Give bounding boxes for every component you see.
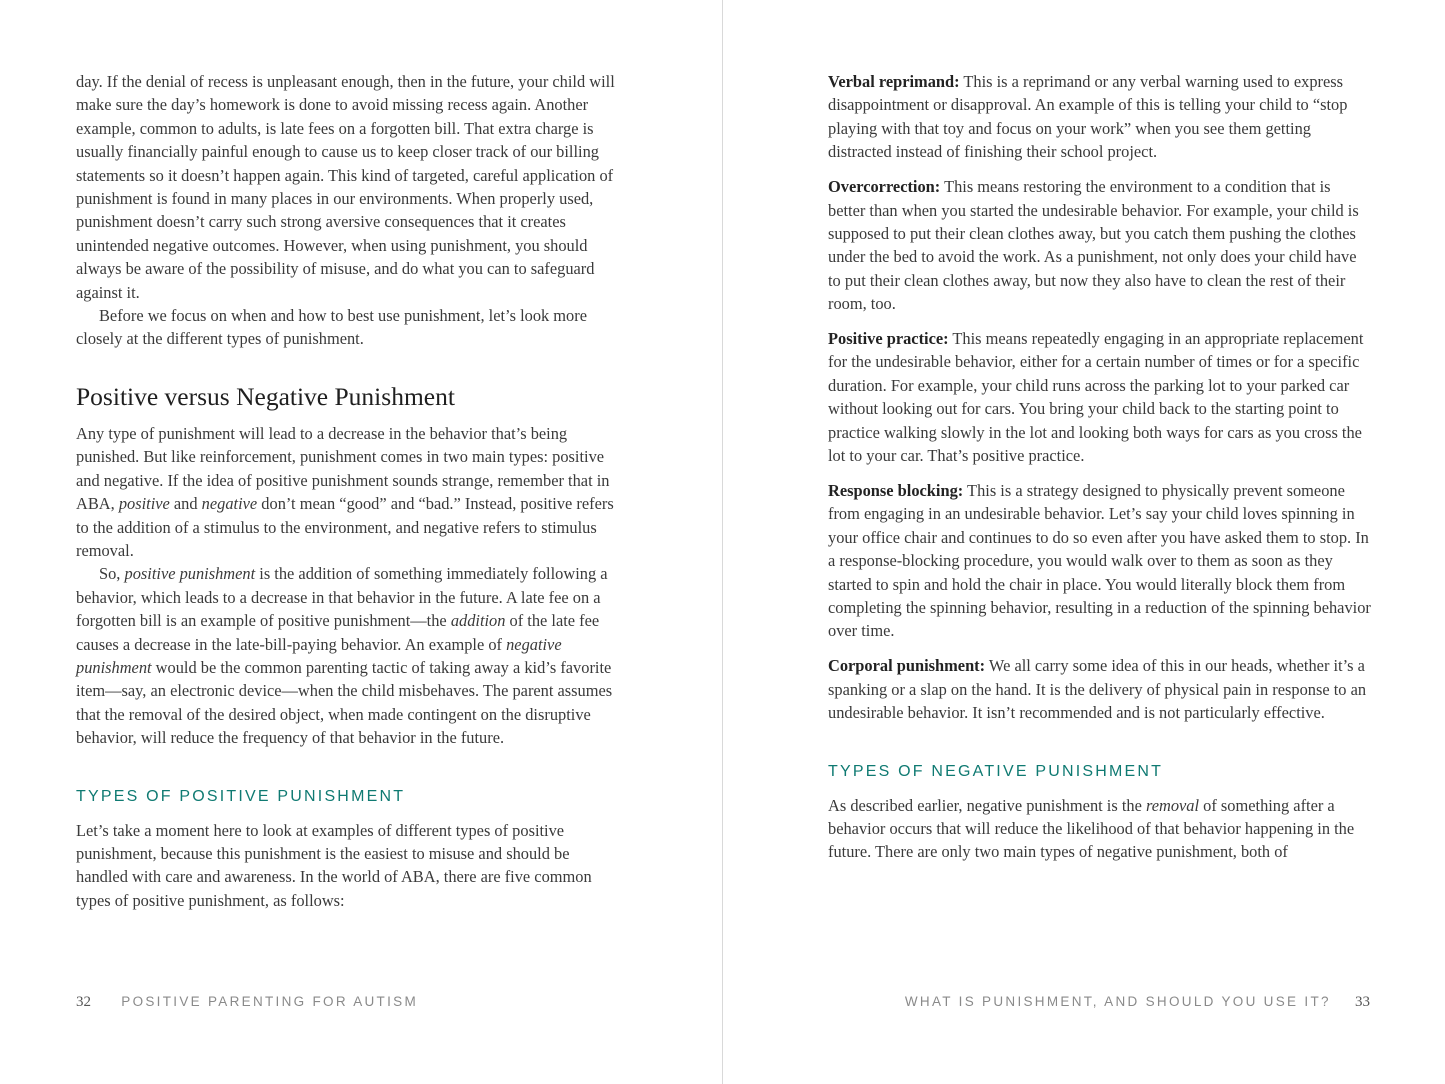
emphasis: addition bbox=[450, 611, 506, 631]
text: As described earlier, negative punishment is the bbox=[828, 795, 1146, 815]
text: would be the common parenting tactic of taking away a kid’s favorite item—say, an electronic device—when the child misbehaves. The parent assumes that the removal of the desired object, when made contingent on the disruptive behavior, will reduce the frequency of that behavior in the future. bbox=[76, 657, 613, 748]
text: of the late fee causes a decrease in the late-bill-paying behavior. An example of bbox=[76, 611, 600, 654]
term-label: Verbal reprimand: bbox=[828, 72, 960, 91]
term-text: This is a reprimand or any verbal warning used to express disappointment or disapproval. An example of this is telling your child to “stop playing with that toy and focus on your work” when you see them getting distracted instead of finishing their school project. bbox=[828, 72, 1348, 162]
definition-positive-practice bbox=[828, 327, 1371, 467]
subsection-heading: TYPES OF NEGATIVE PUNISHMENT bbox=[828, 762, 1164, 780]
paragraph bbox=[76, 422, 618, 562]
paragraph bbox=[828, 794, 1371, 864]
term-label: Overcorrection: bbox=[828, 177, 941, 197]
term-text: We all carry some idea of this in our heads, whether it’s a spanking or a slap on the hand. It is the delivery of physical pain in response to an undesirable behavior. It isn’t recommended and is not particularly effective. bbox=[828, 656, 1367, 723]
text: Any type of punishment will lead to a decrease in the behavior that’s being punished. But like reinforcement, punishment comes in two main types: positive and negative. If the idea of positive punishment sounds strange, remember that in ABA, bbox=[76, 423, 610, 514]
page-footer-right bbox=[905, 994, 1370, 1011]
section-heading: Positive versus Negative Punishment bbox=[76, 381, 455, 411]
text: So, bbox=[99, 564, 125, 584]
right-page bbox=[722, 0, 1445, 1084]
term-label: Corporal punishment: bbox=[828, 656, 986, 676]
definition-overcorrection bbox=[828, 175, 1371, 315]
text: and bbox=[169, 494, 202, 514]
term-label: Response blocking: bbox=[828, 481, 964, 500]
right-text-column bbox=[828, 70, 1371, 864]
subsection-heading: TYPES OF POSITIVE PUNISHMENT bbox=[76, 787, 406, 805]
emphasis: positive punishment bbox=[124, 564, 256, 584]
text: don’t mean “good” and “bad.” Instead, positive refers to the addition of a stimulus to the environment, and negative refers to stimulus removal. bbox=[76, 494, 614, 560]
text: of something after a behavior occurs that will reduce the likelihood of that behavior happening in the future. There are only two main types of negative punishment, both of bbox=[828, 795, 1355, 862]
term-text: This means repeatedly engaging in an appropriate replacement for the undesirable behavior, either for a certain number of times or for a specific duration. For example, your child runs across the parking lot to your parked car without looking out for cars. You bring your child back to the starting point to practice walking slowly in the lot and looking both ways for cars as you cross the lot to your car. That’s positive practice. bbox=[828, 329, 1364, 466]
emphasis: positive bbox=[118, 494, 170, 514]
term-text: This is a strategy designed to physically prevent someone from engaging in an undesirable behavior. Let’s say your child loves spinning in your office chair and continues to do so even after you have asked them to stop. In a response-blocking procedure, you would walk over to them as soon as they started to spin and hold the chair in place. You would literally block them from completing the spinning behavior, resulting in a reduction of the spinning behavior over time. bbox=[828, 481, 1371, 641]
emphasis: removal bbox=[1145, 795, 1200, 815]
emphasis: negative punishment bbox=[76, 634, 562, 677]
paragraph: day. If the denial of recess is unpleasant enough, then in the future, your child will make sure the day’s homework is done to avoid missing recess again. Another example, common to adults, is late fees on a forgotten bill. That extra charge is usually financially painful enough to cause us to keep closer track of our billing statements so it doesn’t happen again. This kind of targeted, careful application of punishment is found in many places in our environments. When properly used, punishment doesn’t carry such strong aversive consequences that it creates unintended negative outcomes. However, when using punishment, you should always be aware of the possibility of misuse, and do what you can to safeguard against it. bbox=[76, 72, 615, 302]
running-title: POSITIVE PARENTING FOR AUTISM bbox=[121, 994, 418, 1009]
term-text: This means restoring the environment to a condition that is better than when you started the undesirable behavior. For example, your child is supposed to put their clean clothes away, but you catch them pushing the clothes under the bed to avoid the work. As a punishment, not only does your child have to put their clean clothes away, but now they also have to clean the rest of their room, too. bbox=[828, 177, 1359, 314]
definition-verbal-reprimand bbox=[828, 70, 1371, 164]
page-footer-left bbox=[76, 994, 418, 1011]
definition-response-blocking bbox=[828, 479, 1371, 643]
text: is the addition of something immediately following a behavior, which leads to a decrease in that behavior in the future. A late fee on a forgotten bill is an example of positive punishment—the bbox=[76, 564, 608, 631]
running-title: WHAT IS PUNISHMENT, AND SHOULD YOU USE IT? bbox=[904, 994, 1331, 1009]
left-text-column bbox=[76, 70, 618, 912]
emphasis: negative bbox=[201, 494, 258, 514]
term-label: Positive practice: bbox=[828, 329, 949, 349]
page-number: 32 bbox=[76, 994, 91, 1010]
paragraph bbox=[76, 562, 618, 749]
page-number: 33 bbox=[1355, 994, 1370, 1010]
paragraph: Let’s take a moment here to look at examples of different types of positive punishment, because this punishment is the easiest to misuse and should be handled with care and awareness. In the world of ABA, there are five common types of positive punishment, as follows: bbox=[76, 820, 592, 910]
left-page bbox=[0, 0, 722, 1084]
definition-corporal-punishment bbox=[828, 654, 1371, 724]
paragraph: Before we focus on when and how to best use punishment, let’s look more closely at the different types of punishment. bbox=[76, 306, 587, 349]
